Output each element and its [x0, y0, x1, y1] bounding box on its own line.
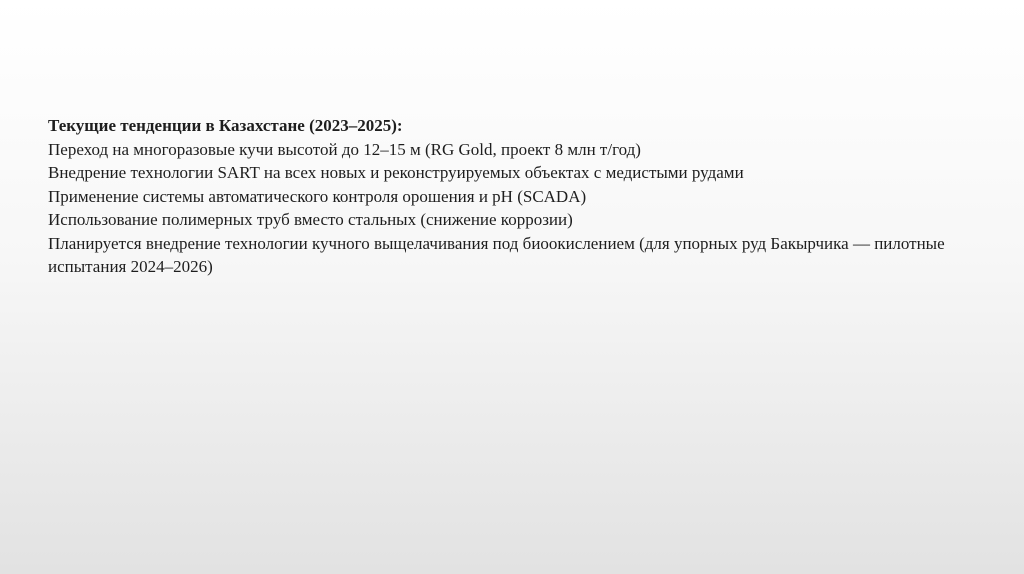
text-line: Переход на многоразовые кучи высотой до 12–15 м (RG Gold, проект 8 млн т/год)	[48, 139, 641, 159]
text-line: Планируется внедрение технологии кучного выщелачивания под биоокислением (для упорных руд Бакырчика — пилотные испытания 2024–2026)	[48, 233, 945, 276]
text-line: Внедрение технологии SART на всех новых и реконструируемых объектах с медистыми рудами	[48, 163, 744, 182]
text-lines	[48, 138, 1008, 279]
slide-content	[48, 114, 1008, 279]
slide-heading: Текущие тенденции в Казахстане (2023–2025):	[48, 116, 403, 135]
text-line: Использование полимерных труб вместо стальных (снижение коррозии)	[48, 210, 573, 229]
text-line: Применение системы автоматического контроля орошения и pH (SCADA)	[48, 186, 587, 206]
